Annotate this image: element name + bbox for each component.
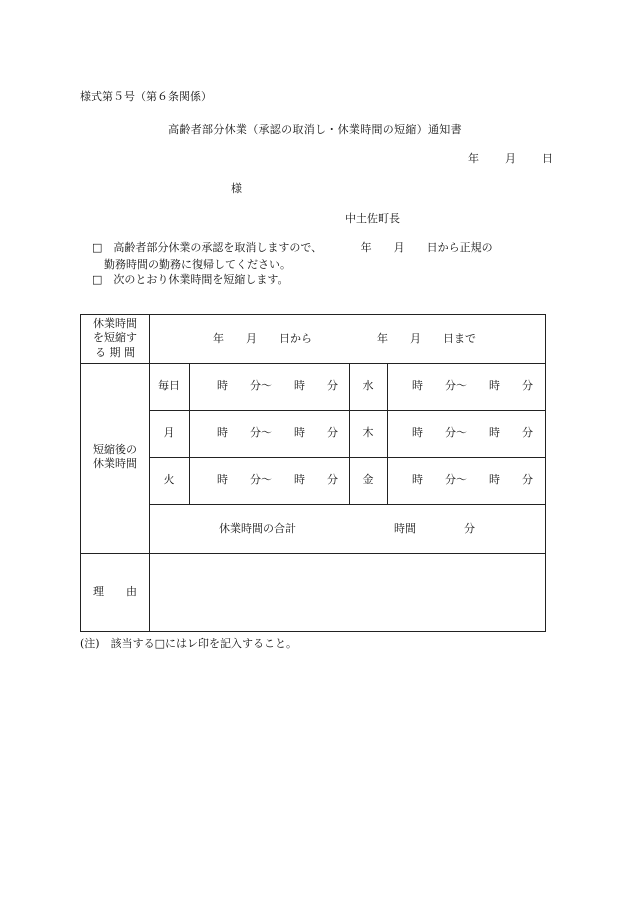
- addressee-suffix: 様: [231, 182, 242, 195]
- period-label-line: る 期 間: [95, 345, 135, 359]
- notice-table: [80, 314, 546, 632]
- after-shortening-label: [83, 443, 147, 472]
- row-divider: [81, 553, 545, 554]
- col-divider: [189, 363, 190, 505]
- reason-label: 理 由: [93, 585, 137, 598]
- col-divider: [387, 363, 388, 505]
- total-minutes-unit[interactable]: 分: [464, 522, 475, 535]
- day-label-daily: 毎日: [158, 379, 180, 392]
- day-label-tuesday: 火: [163, 473, 175, 486]
- total-label: 休業時間の合計: [219, 522, 296, 535]
- period-label: [83, 317, 147, 360]
- date-month-label: 月: [505, 152, 516, 165]
- time-range-wednesday[interactable]: 時 分～ 時 分: [412, 379, 533, 392]
- time-range-tuesday[interactable]: 時 分～ 時 分: [217, 473, 338, 486]
- after-label-line: 休業時間: [93, 457, 137, 471]
- day-label-friday: 金: [362, 473, 374, 486]
- row-divider: [149, 457, 545, 458]
- date-field[interactable]: [468, 150, 553, 166]
- period-to[interactable]: 年 月 日まで: [377, 332, 476, 345]
- day-label-wednesday: 水: [362, 379, 374, 392]
- time-range-monday[interactable]: 時 分～ 時 分: [217, 426, 338, 439]
- period-label-line: を短縮す: [93, 331, 137, 345]
- time-range-friday[interactable]: 時 分～ 時 分: [412, 473, 533, 486]
- day-label-monday: 月: [163, 426, 175, 439]
- cancel-option[interactable]: □ 高齢者部分休業の承認を取消しますので、 年 月 日から正規の: [92, 241, 493, 254]
- date-year-label: 年: [468, 152, 479, 165]
- time-range-daily[interactable]: 時 分～ 時 分: [217, 379, 338, 392]
- total-hours-unit[interactable]: 時間: [394, 522, 416, 535]
- footnote: (注) 該当する□にはレ印を記入すること。: [80, 637, 297, 650]
- cancel-option-line2: 勤務時間の勤務に復帰してください。: [104, 258, 291, 271]
- day-label-thursday: 木: [362, 426, 374, 439]
- time-range-thursday[interactable]: 時 分～ 時 分: [412, 426, 533, 439]
- document-title: 高齢者部分休業（承認の取消し・休業時間の短縮）通知書: [168, 123, 462, 136]
- shorten-option[interactable]: □ 次のとおり休業時間を短縮します。: [92, 273, 289, 286]
- form-number: 様式第５号（第６条関係）: [80, 90, 212, 103]
- date-day-label: 日: [542, 152, 553, 165]
- after-label-line: 短縮後の: [93, 443, 137, 456]
- reason-field[interactable]: [151, 555, 543, 629]
- period-label-line: 休業時間: [93, 317, 137, 330]
- row-divider: [149, 504, 545, 505]
- row-divider: [149, 410, 545, 411]
- row-divider: [81, 363, 545, 364]
- issuer-name: 中土佐町長: [345, 212, 400, 225]
- period-from[interactable]: 年 月 日から: [213, 332, 312, 345]
